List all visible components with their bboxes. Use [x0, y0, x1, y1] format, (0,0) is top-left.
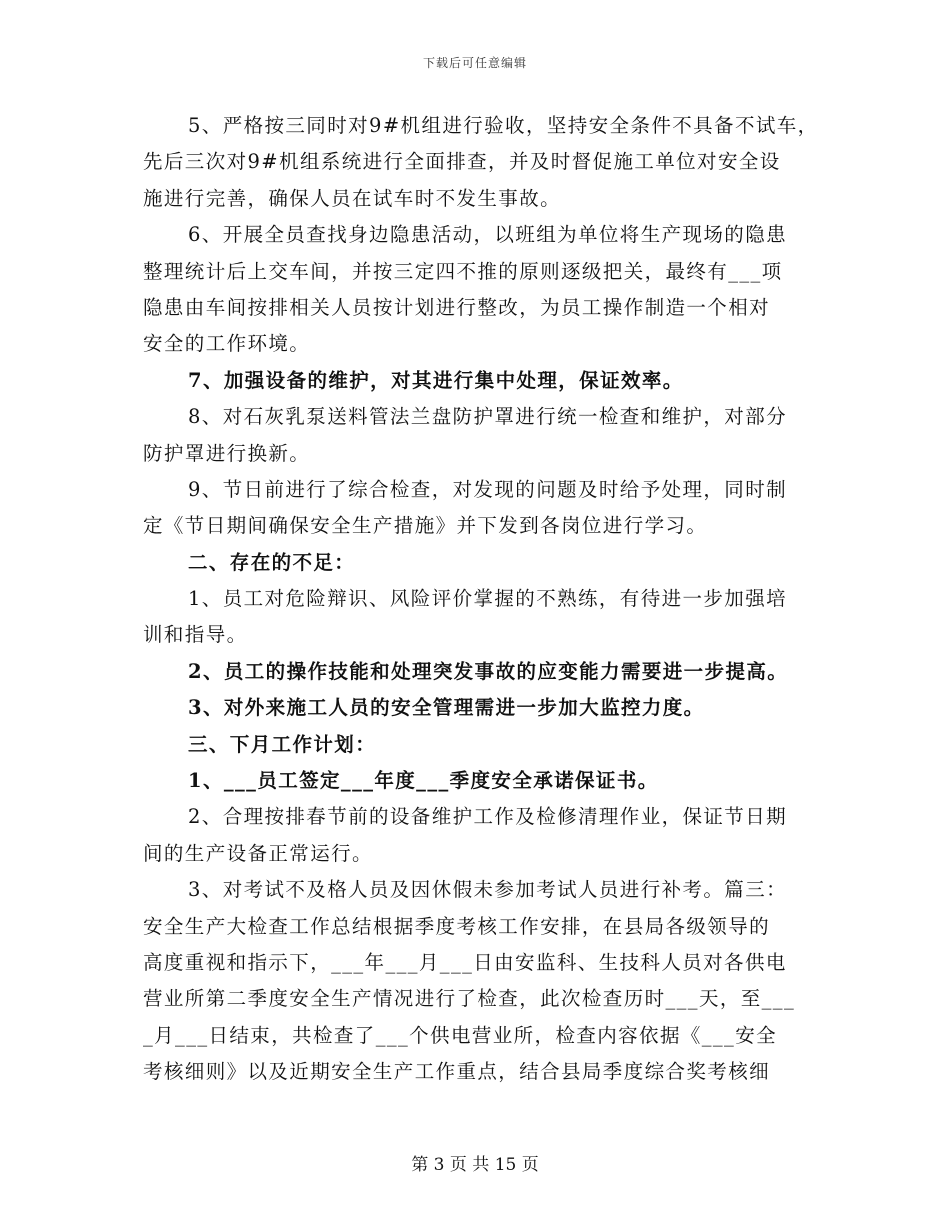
text-line: 三、下月工作计划：	[188, 732, 377, 756]
text-line: 整理统计后上交车间，并按三定四不推的原则逐级把关，最终有___项	[143, 259, 783, 283]
text-line: 2、员工的操作技能和处理突发事故的应变能力需要进一步提高。	[188, 659, 789, 683]
text-line: 3、对外来施工人员的安全管理需进一步加大监控力度。	[188, 696, 705, 720]
page-footer: 第 3 页 共 15 页	[411, 1155, 539, 1175]
text-line: 1、___员工签定___年度___季度安全承诺保证书。	[188, 769, 659, 793]
text-line: 8、对石灰乳泵送料管法兰盘防护罩进行统一检查和维护，对部分	[188, 405, 788, 429]
text-line: 1、员工对危险辩识、风险评价掌握的不熟练，有待进一步加强培	[188, 587, 788, 611]
text-line: 施进行完善，确保人员在试车时不发生事故。	[143, 186, 562, 210]
text-line: 二、存在的不足：	[188, 550, 356, 574]
text-line: 高度重视和指示下，___年___月___日由安监科、生技科人员对各供电	[143, 950, 787, 974]
text-line: 定《节日期间确保安全生产措施》并下发到各岗位进行学习。	[143, 514, 708, 538]
text-line: 安全生产大检查工作总结根据季度考核工作安排，在县局各级领导的	[143, 914, 771, 938]
page-header: 下载后可任意编辑	[422, 56, 527, 70]
text-line: 2、合理按排春节前的设备维护工作及检修清理作业，保证节日期	[188, 805, 788, 829]
text-line: 3、对考试不及格人员及因休假未参加考试人员进行补考。篇三：	[188, 878, 788, 902]
document-body	[143, 108, 819, 1091]
text-line: 先后三次对9#机组系统进行全面排查，并及时督促施工单位对安全设	[143, 150, 781, 174]
text-line: 防护罩进行换新。	[143, 441, 311, 465]
text-line: 考核细则》以及近期安全生产工作重点，结合县局季度综合奖考核细	[143, 1060, 771, 1084]
text-line: _月___日结束，共检查了___个供电营业所，检查内容依据《___安全	[143, 1023, 778, 1047]
text-line: 6、开展全员查找身边隐患活动，以班组为单位将生产现场的隐患	[188, 223, 788, 247]
text-line: 9、节日前进行了综合检查，对发现的问题及时给予处理，同时制	[188, 477, 788, 501]
text-line: 安全的工作环境。	[143, 332, 311, 356]
text-line: 间的生产设备正常运行。	[143, 841, 373, 865]
text-line: 7、加强设备的维护，对其进行集中处理，保证效率。	[188, 368, 684, 392]
text-line: 训和指导。	[143, 623, 248, 647]
text-line: 隐患由车间按排相关人员按计划进行整改，为员工操作制造一个相对	[143, 295, 771, 319]
text-line: 营业所第二季度安全生产情况进行了检查，此次检查历时___天，至___	[143, 987, 796, 1011]
text-line: 5、严格按三同时对9#机组进行验收，坚持安全条件不具备不试车，	[188, 114, 819, 137]
